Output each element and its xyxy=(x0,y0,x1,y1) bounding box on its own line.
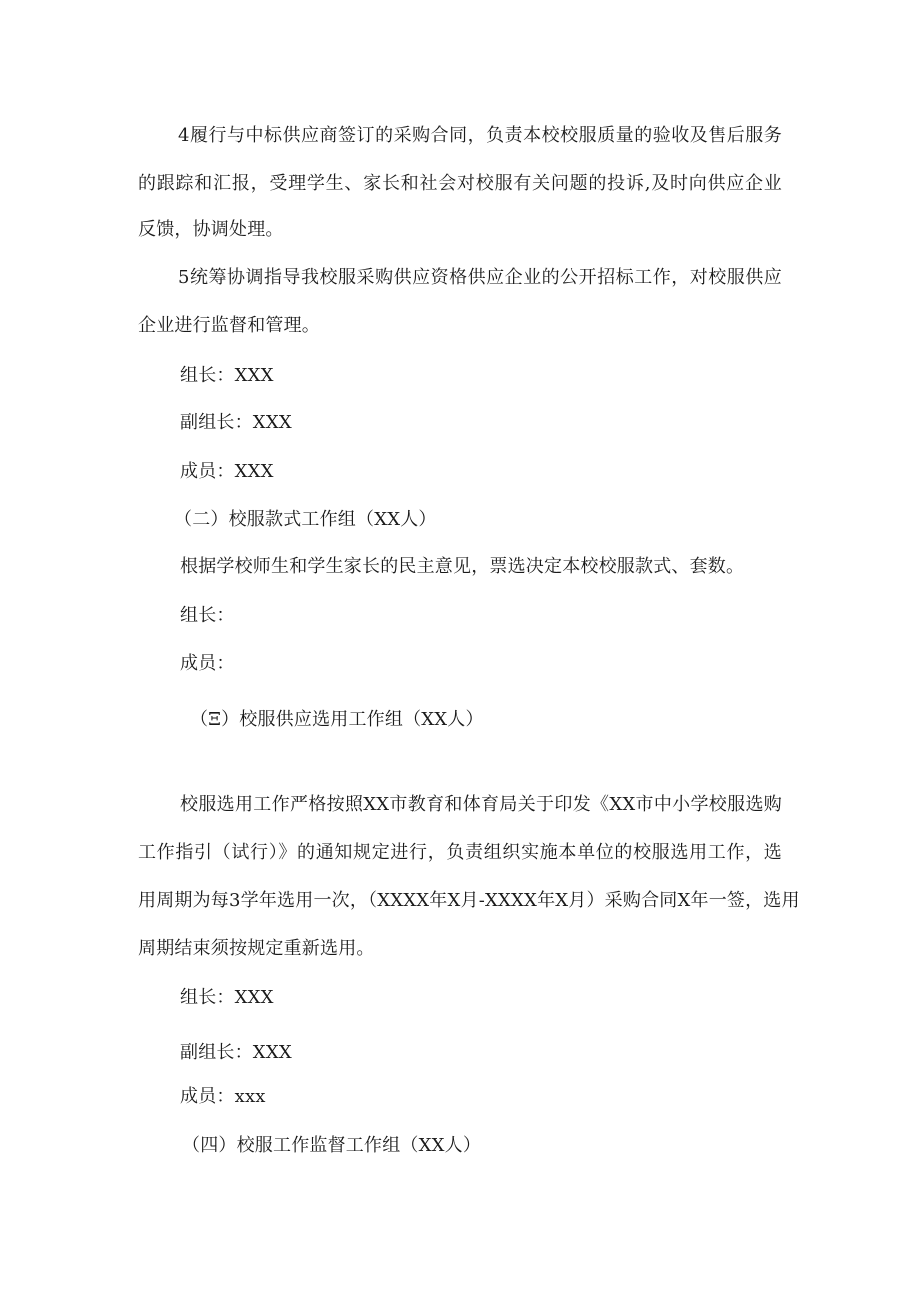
section2-heading: （二）校服款式工作组（XX人） xyxy=(174,509,437,530)
group1-leader: 组长：XXX xyxy=(180,365,274,386)
section2-description: 根据学校师生和学生家长的民主意见，票选决定本校校服款式、套数。 xyxy=(180,556,745,577)
paragraph-4-line-3: 反馈，协调处理。 xyxy=(138,219,284,240)
section3-desc-line-2: 工作指引（试行）》的通知规定进行，负责组织实施本单位的校服选用工作，选 xyxy=(138,842,782,863)
group1-deputy: 副组长：XXX xyxy=(180,412,292,433)
section3-leader: 组长：XXX xyxy=(180,987,274,1008)
section2-members: 成员： xyxy=(180,653,235,674)
section3-members: 成员：xxx xyxy=(180,1086,266,1107)
paragraph-5-line-2: 企业进行监督和管理。 xyxy=(138,315,320,336)
section3-desc-line-3: 用周期为每3学年选用一次，（XXXX年X月-XXXX年X月）采购合同X年一签，选用 xyxy=(138,890,800,911)
group1-members: 成员：XXX xyxy=(180,461,274,482)
section3-desc-line-1: 校服选用工作严格按照XX市教育和体育局关于印发《XX市中小学校服选购 xyxy=(180,794,782,815)
paragraph-4-line-2: 的跟踪和汇报，受理学生、家长和社会对校服有关问题的投诉,及时向供应企业 xyxy=(138,173,782,194)
section2-leader: 组长： xyxy=(180,605,235,626)
section3-desc-line-4: 周期结束须按规定重新选用。 xyxy=(138,938,375,959)
section3-deputy: 副组长：XXX xyxy=(180,1042,292,1063)
section4-heading: （四）校服工作监督工作组（XX人） xyxy=(182,1135,482,1156)
paragraph-5-line-1: 5统筹协调指导我校服采购供应资格供应企业的公开招标工作，对校服供应 xyxy=(178,267,782,288)
paragraph-4-line-1: 4履行与中标供应商签订的采购合同，负责本校校服质量的验收及售后服务 xyxy=(178,125,782,146)
section3-heading: （Ξ）校服供应选用工作组（XX人） xyxy=(190,709,484,730)
